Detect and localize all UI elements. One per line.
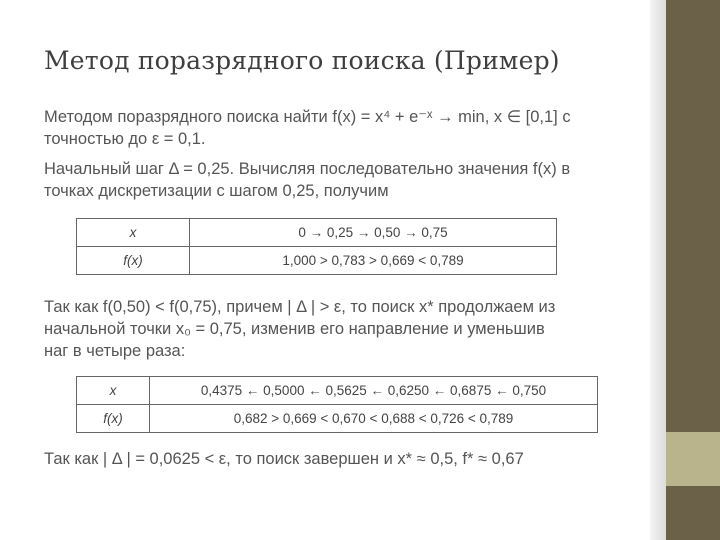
table-cell-x-values: 0 → 0,25 → 0,50 → 0,75 [190, 219, 557, 247]
table-cell-x-label: x [77, 219, 190, 247]
side-decoration-accent [666, 432, 720, 486]
table-cell-f-values: 1,000 > 0,783 > 0,669 < 0,789 [190, 247, 557, 275]
paragraph-conclusion-line1: Так как | Δ | = 0,0625 < ε, то поиск завершен и x* ≈ 0,5, f* ≈ 0,67 [44, 450, 524, 468]
paragraph-conclusion [44, 448, 644, 470]
table-cell-f-label: f(x) [77, 247, 190, 275]
paragraph-direction-change-line2: начальной точки x₀ = 0,75, изменив его направление и уменьшив [44, 320, 545, 338]
paragraph-direction-change [44, 296, 644, 362]
paragraph-initial-step-line2: точках дискретизации с шагом 0,25, получим [44, 182, 389, 200]
side-gradient-strip [650, 0, 666, 540]
paragraph-initial-step-line1: Начальный шаг Δ = 0,25. Вычисляя последовательно значения f(x) в [44, 160, 571, 178]
table-cell-x-label: x [77, 377, 150, 405]
paragraph-task-line1: Методом поразрядного поиска найти f(x) = x⁴ + e⁻ˣ → min, x ∈ [0,1] с [44, 108, 571, 126]
paragraph-direction-change-line3: наг в четыре раза: [44, 342, 186, 360]
paragraph-task [44, 106, 644, 150]
paragraph-direction-change-line1: Так как f(0,50) < f(0,75), причем | Δ | > ε, то поиск x* продолжаем из [44, 298, 556, 316]
table-row [77, 247, 557, 275]
paragraph-initial-step [44, 158, 644, 202]
table-step-2 [76, 376, 598, 433]
table-cell-f-label: f(x) [77, 405, 150, 433]
table-cell-x-values: 0,4375 ← 0,5000 ← 0,5625 ← 0,6250 ← 0,6875 ← 0,750 [150, 377, 598, 405]
slide-bottom-mask [0, 475, 650, 540]
table-row [77, 377, 598, 405]
table-step-1 [76, 218, 557, 275]
table-row [77, 219, 557, 247]
slide-title: Метод поразрядного поиска (Пример) [44, 46, 560, 75]
table-cell-f-values: 0,682 > 0,669 < 0,670 < 0,688 < 0,726 < 0,789 [150, 405, 598, 433]
table-row [77, 405, 598, 433]
paragraph-task-line2: точностью до ε = 0,1. [44, 130, 206, 148]
